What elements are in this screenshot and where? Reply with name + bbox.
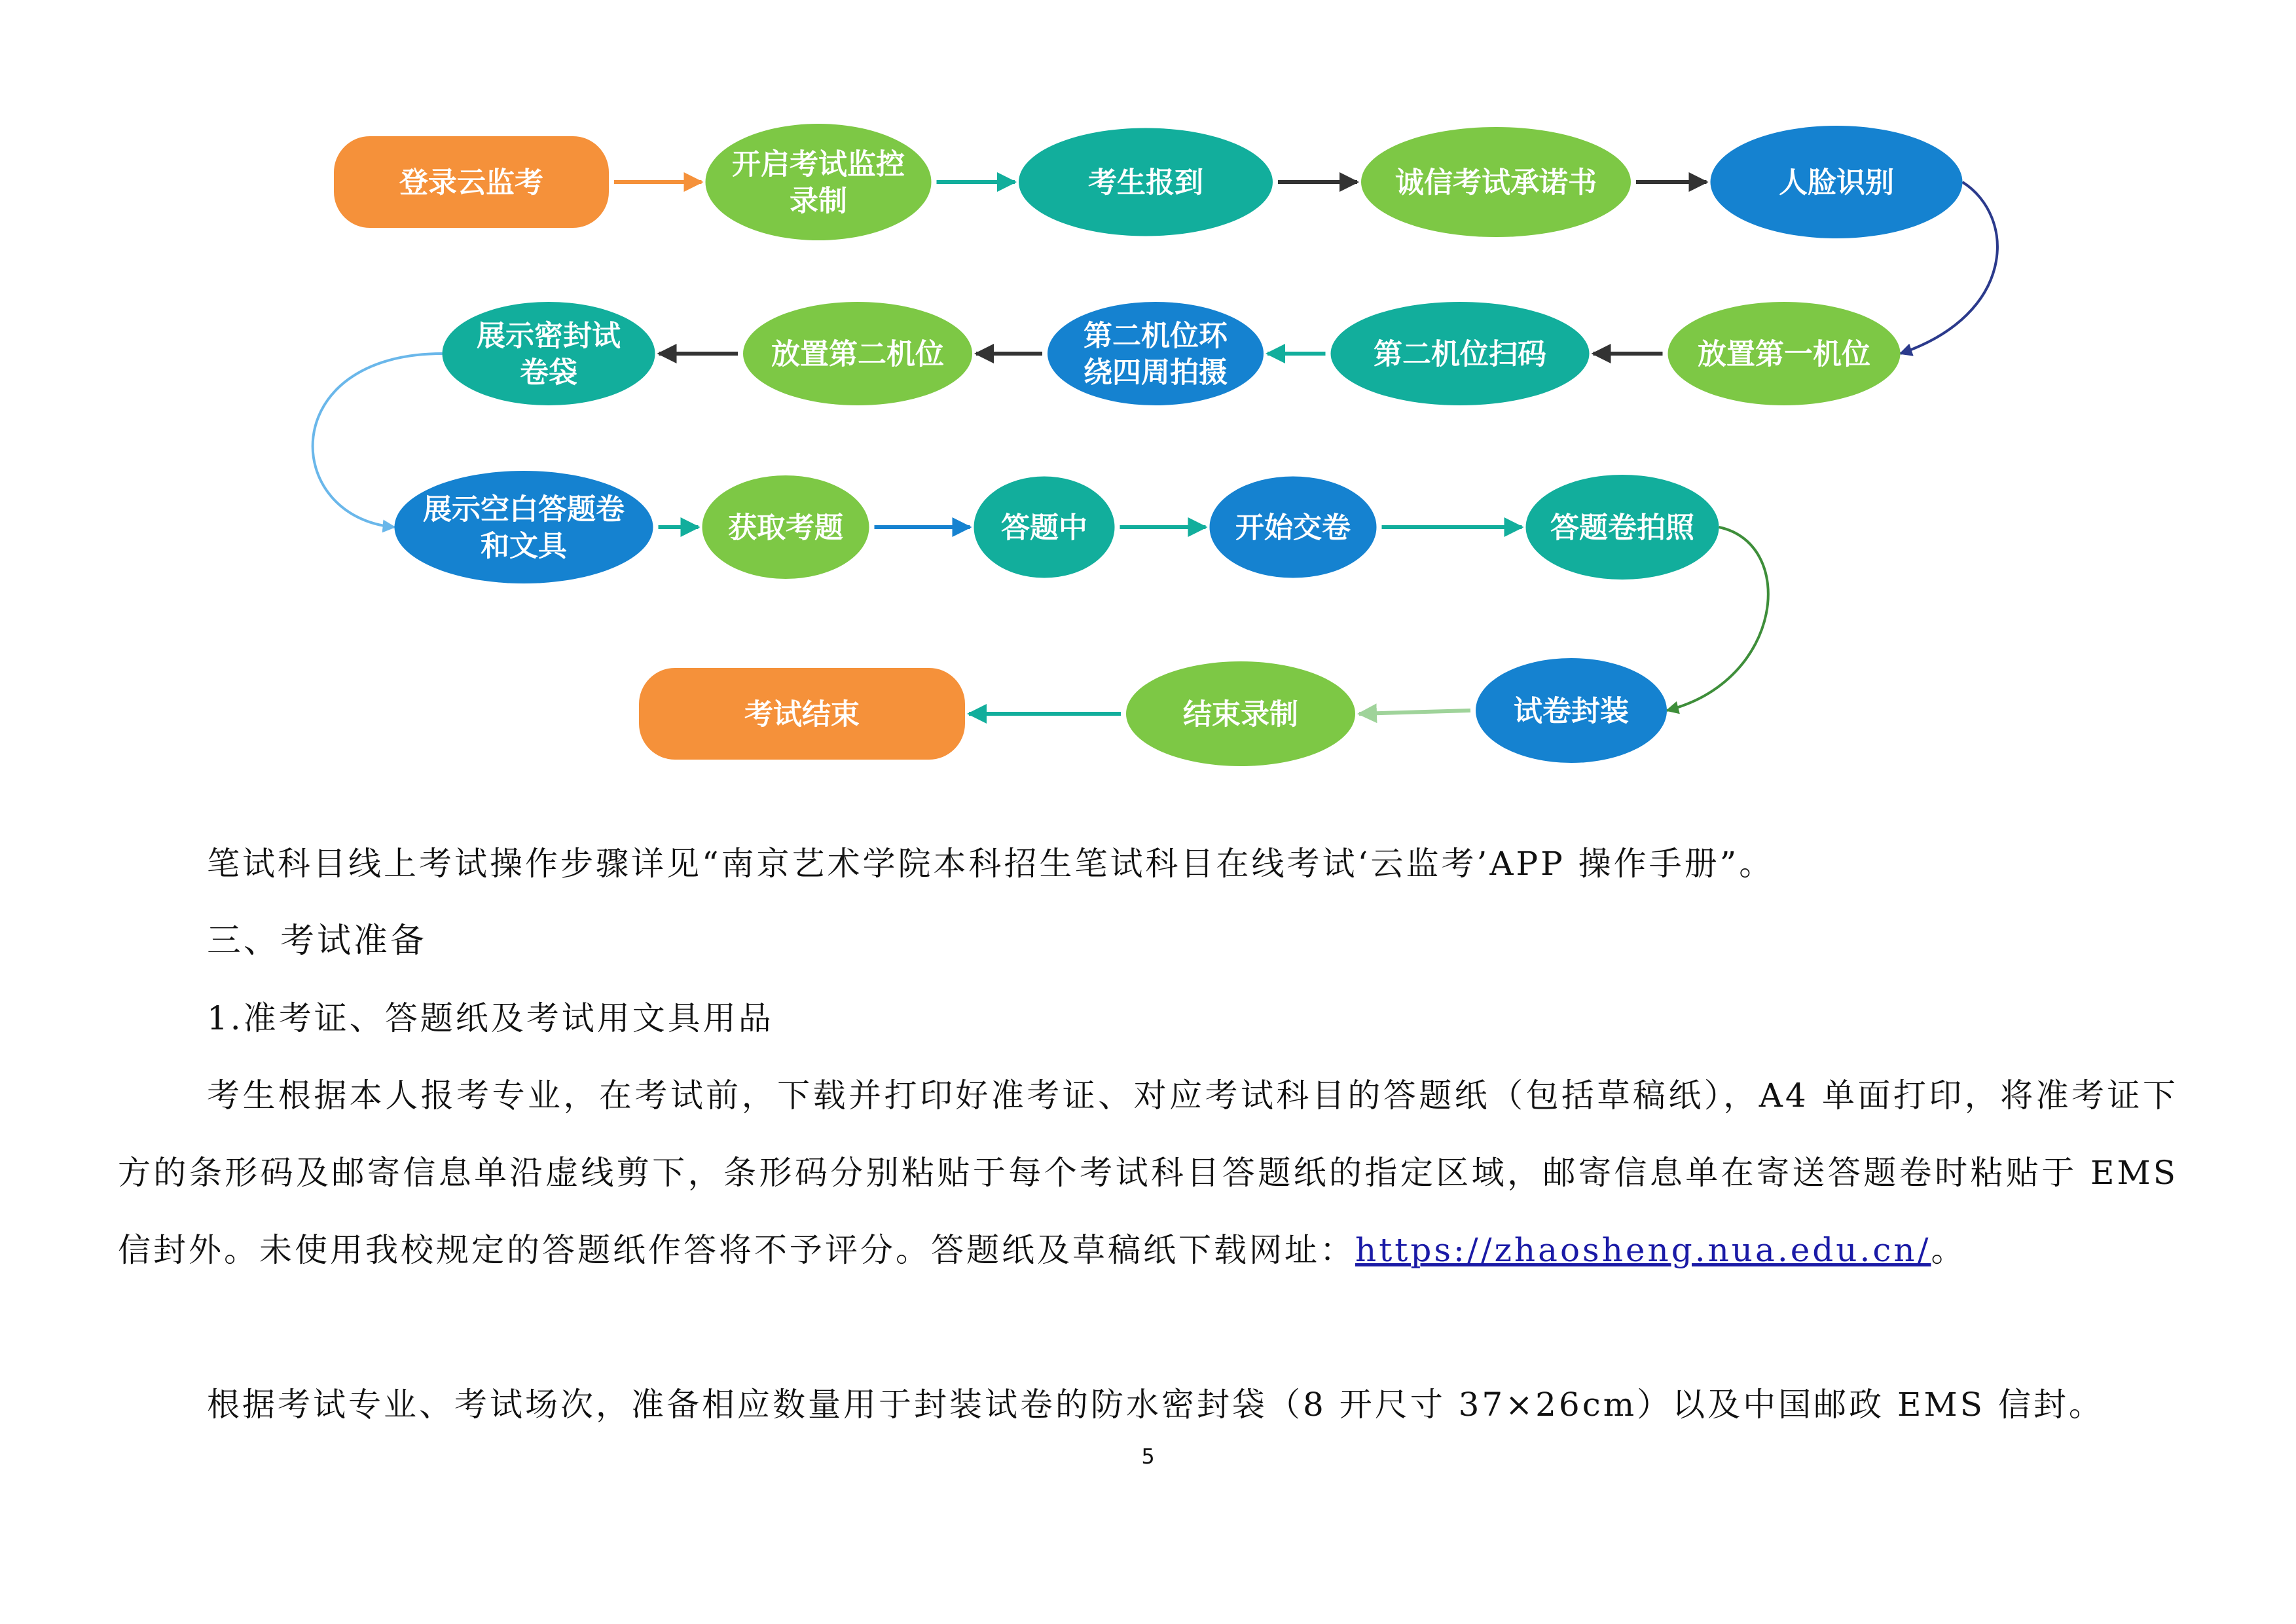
flow-step-label: 卷袋 bbox=[520, 356, 577, 390]
flow-step-label: 结束录制 bbox=[1183, 697, 1298, 731]
flow-step-shape bbox=[443, 302, 655, 405]
flow-step-14 bbox=[1210, 477, 1377, 578]
flow-step-12 bbox=[702, 475, 869, 579]
flow-step-label: 获取考题 bbox=[728, 511, 843, 545]
flow-step-label: 开始交卷 bbox=[1235, 511, 1351, 545]
flow-step-18 bbox=[639, 668, 965, 760]
flow-step-3 bbox=[1019, 128, 1273, 236]
flow-step-17 bbox=[1126, 661, 1355, 766]
admission-ticket-text: 考生根据本人报考专业，在考试前，下载并打印好准考证、对应考试科目的答题纸（包括草稿纸），A4 单面打印，将准考证下方的条形码及邮寄信息单沿虚线剪下，条形码分别粘贴于每个考试科目答题纸的指定区域，邮寄信息单在寄送答题卷时粘贴于 EMS 信封外。未使用我校规定的答题纸作答将不予评分。答题纸及草稿纸下载网址： bbox=[118, 1077, 2178, 1269]
subsection-heading-admission-ticket: 1.准考证、答题纸及考试用文具用品 bbox=[207, 999, 774, 1037]
flow-step-label: 第二机位环 bbox=[1084, 319, 1228, 353]
flow-step-16 bbox=[1476, 658, 1667, 763]
connector-s16-to-s17 bbox=[1359, 710, 1470, 714]
flow-step-label: 第二机位扫码 bbox=[1374, 337, 1546, 371]
flow-step-4 bbox=[1361, 127, 1631, 237]
flow-step-1 bbox=[334, 136, 609, 228]
flow-step-6 bbox=[1668, 302, 1901, 405]
flow-step-label: 开启考试监控 bbox=[732, 147, 905, 181]
flow-step-label: 展示空白答题卷 bbox=[423, 492, 625, 526]
flow-step-label: 考试结束 bbox=[744, 697, 860, 731]
flow-step-shape bbox=[395, 471, 653, 583]
flow-step-8 bbox=[1048, 302, 1264, 405]
flow-step-10 bbox=[443, 302, 655, 405]
flow-step-9 bbox=[743, 302, 972, 405]
flow-step-label: 答题中 bbox=[1001, 511, 1087, 545]
download-url-period: 。 bbox=[1931, 1231, 1967, 1269]
download-url-link[interactable]: https://zhaosheng.nua.edu.cn/ bbox=[1355, 1231, 1931, 1269]
flow-step-11 bbox=[395, 471, 653, 583]
flow-step-2 bbox=[706, 124, 932, 240]
flow-step-label: 展示密封试 bbox=[477, 319, 621, 353]
flow-step-label: 放置第二机位 bbox=[771, 337, 944, 371]
flow-step-label: 考生报到 bbox=[1088, 166, 1203, 200]
flow-step-shape bbox=[1048, 302, 1264, 405]
page-number: 5 bbox=[1141, 1444, 1155, 1469]
flowchart-steps bbox=[334, 124, 1963, 766]
flow-step-label: 试卷封装 bbox=[1514, 694, 1629, 728]
flow-step-shape bbox=[706, 124, 932, 240]
flow-step-label: 答题卷拍照 bbox=[1550, 511, 1694, 545]
flow-step-label: 诚信考试承诺书 bbox=[1395, 166, 1597, 200]
manual-reference-paragraph: 笔试科目线上考试操作步骤详见“南京艺术学院本科招生笔试科目在线考试‘云监考’APP 操作手册”。 bbox=[207, 845, 1775, 883]
section-heading-exam-preparation: 三、考试准备 bbox=[207, 921, 428, 961]
flow-step-7 bbox=[1331, 302, 1590, 405]
flow-step-label: 人脸识别 bbox=[1779, 166, 1894, 200]
flowchart-connectors bbox=[313, 182, 1997, 714]
flow-step-label: 绕四周拍摄 bbox=[1084, 356, 1228, 390]
flow-step-5 bbox=[1711, 126, 1963, 238]
exam-flowchart bbox=[0, 0, 2296, 786]
flow-step-label: 放置第一机位 bbox=[1698, 337, 1870, 371]
flow-step-label: 录制 bbox=[790, 184, 847, 218]
flow-step-13 bbox=[974, 477, 1115, 578]
flow-step-15 bbox=[1526, 475, 1719, 580]
flow-step-label: 登录云监考 bbox=[399, 166, 543, 200]
admission-ticket-paragraph bbox=[118, 1057, 2178, 1289]
sealed-bag-paragraph: 根据考试专业、考试场次，准备相应数量用于封装试卷的防水密封袋（8 开尺寸 37×26cm）以及中国邮政 EMS 信封。 bbox=[207, 1386, 2104, 1424]
flow-step-label: 和文具 bbox=[481, 529, 567, 563]
